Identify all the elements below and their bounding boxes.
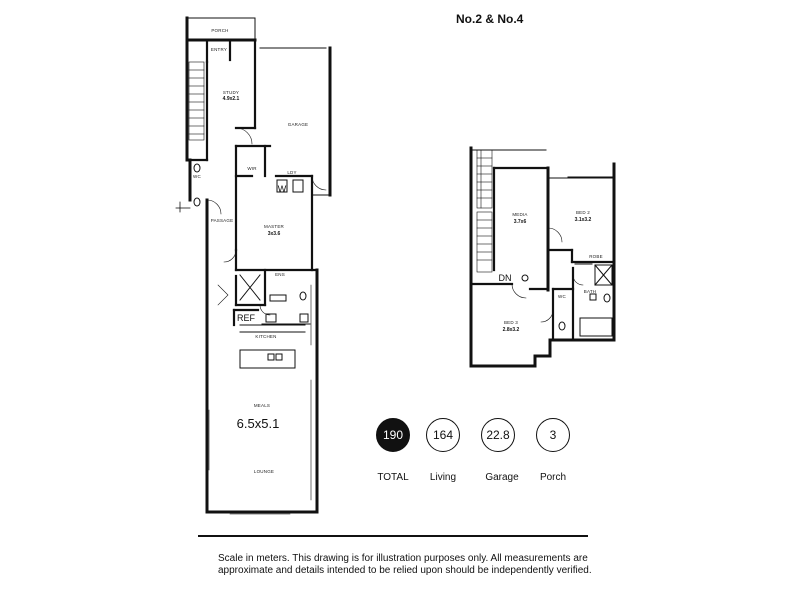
- ground-floor-plan: [176, 18, 330, 514]
- porch-area-circle: 3: [536, 418, 570, 452]
- meals-size-label: 6.5x5.1: [236, 416, 280, 431]
- ensuite-label: ENS: [275, 272, 285, 277]
- master-label: MASTER: [264, 224, 284, 229]
- study-size-label: 4.9x2.1: [222, 96, 240, 102]
- wc-label: WC: [193, 174, 201, 179]
- media-label: MEDIA: [512, 212, 528, 217]
- total-label: TOTAL: [377, 472, 409, 483]
- bed3-size-label: 2.8x3.2: [502, 327, 520, 333]
- media-size-label: 3.7x6: [513, 219, 527, 225]
- porch-label: PORCH: [211, 28, 229, 33]
- meals-label: MEALS: [253, 403, 271, 408]
- ground-floor-labels: [193, 28, 308, 474]
- passage-label: PASSAGE: [210, 218, 234, 223]
- lounge-label: LOUNGE: [253, 469, 275, 474]
- wir-label: WIR: [247, 166, 257, 171]
- plan-title: No.2 & No.4: [456, 12, 524, 26]
- laundry-label: LDY: [287, 170, 297, 175]
- bath-label: BATH: [583, 289, 597, 294]
- garage-label: GARAGE: [287, 122, 309, 127]
- entry-label: ENTRY: [210, 47, 228, 52]
- master-size-label: 3x3.6: [267, 231, 281, 237]
- disclaimer-text: Scale in meters. This drawing is for illustration purposes only. All measurements are approximate and details intended to be relied upon should be independently verified.: [218, 553, 592, 576]
- divider: [198, 535, 588, 537]
- living-area-circle: 164: [426, 418, 460, 452]
- garage-area-circle: 22.8: [481, 418, 515, 452]
- stairs-down-label: DN: [498, 273, 512, 283]
- total-area-circle: 190: [376, 418, 410, 452]
- study-label: STUDY: [222, 90, 240, 95]
- kitchen-label: KITCHEN: [255, 334, 277, 339]
- garage-summary-label: Garage: [485, 472, 519, 483]
- ref-label: REF: [237, 313, 255, 323]
- living-label: Living: [429, 472, 457, 483]
- first-floor-wc-label: WC: [558, 294, 566, 299]
- bed2-label: BED 2: [575, 210, 591, 215]
- porch-summary-label: Porch: [539, 472, 567, 483]
- bed2-size-label: 3.1x3.2: [574, 217, 592, 223]
- robe-label: ROBE: [589, 254, 603, 259]
- bed3-label: BED 3: [503, 320, 519, 325]
- washer-label: W: [277, 184, 287, 194]
